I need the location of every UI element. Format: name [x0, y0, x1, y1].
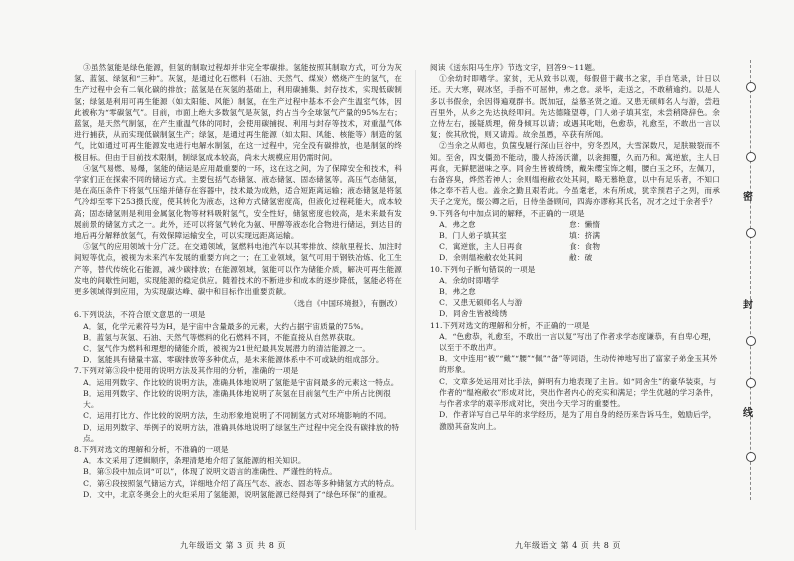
question-11-option-a: A．“色愈恭，礼愈至，不敢出一言以复”写出了作者求学态度谦恭，有自卑心理，以至于不敢出声。	[439, 331, 717, 353]
question-8-stem: 8.下列对选文的理解和分析，不准确的一项是	[74, 444, 229, 454]
reading-intro: 阅读《送东阳马生序》节选文字，回答9～11题。	[430, 63, 600, 72]
question-9-option-a	[430, 219, 720, 230]
option-gloss: 食：食物	[569, 242, 601, 252]
question-6-option-c: C．氢气作为燃料和理想的储能介质，被视为21世纪最具发展潜力的清洁能源之一。	[83, 344, 371, 354]
option-phrase: A．弗之怠	[439, 219, 476, 229]
question-9-option-c	[430, 241, 720, 252]
classical-paragraph-1: ①余幼时即嗜学。家贫，无从致书以观，每假借于藏书之家，手自笔录，计日以还。天大寒，砚冰坚，手指不可屈伸，弗之怠。录毕，走送之，不敢稍逾约。以是人多以书假余，余因得遍观群书。既加冠，益慕圣贤之道。又患无硕师名人与游，尝趋百里外，从乡之先达执经叩问。先达德隆望尊，门人弟子填其室，未尝稍降辞色。余立侍左右，援疑质理，俯身倾耳以请；或遇其叱咄，色愈恭，礼愈至，不敢出一言以复；俟其欣悦，则又请焉。故余虽愚，卒获有所闻。	[430, 74, 720, 140]
binding-hole	[746, 152, 756, 162]
question-7-option-b: B．运用列数字、作比较的说明方法，准确具体地说明了灰氢在目前氢气生产中所占比例很大。	[83, 388, 391, 410]
question-10-option-c: C．又患无硕师名人与游	[439, 298, 523, 308]
paragraph-4: ④氢气易燃、易爆，氢能的储运是应用最重要的一环，这在这之间，为了保障安全和技术，科学家们正在探索不同的储运方式。主要包括气态储氢、液态储氢、固态储氢等。高压气态储氢，是在高压条件下将氢气压缩并储存在容器中，技术最为成熟，适合短距离运输；液态储氢是将氢气冷却至零下253摄氏度，使其转化为液态，这种方式储氢密度高，但液化过程耗能大，成本较高；固态储氢则是利用金属氢化物等材料吸附氢气，安全性好，储氢密度也较高，是未来最有发展前景的储氢方式之一。此外，还可以将氢气转化为氨、甲醇等液态化合物进行储运，到达目的地后再分解释放氢气，有效保障运输安全，可以实现远距离运输。	[74, 163, 402, 241]
seal-label-mi: 密	[743, 192, 753, 203]
option-gloss: 敝：破	[569, 253, 593, 263]
question-8-option-c: C．第④段按照氢气储运方式，详细地介绍了高压气态、液态、固态等多种储氢方式的特点。	[83, 478, 399, 488]
question-7-option-d: D．运用列数字、举例子的说明方法，准确具体地说明了绿氢生产过程中完全没有碳排放的特点。	[83, 422, 400, 443]
option-phrase: B．门人弟子填其室	[439, 231, 507, 241]
question-8-option-a: A．本文采用了逻辑顺序，条理清楚地介绍了氢能源的相关知识。	[83, 456, 306, 466]
option-phrase: C．寓逆旅，主人日再食	[439, 242, 523, 252]
paragraph-5: ⑤氢气的应用领域十分广泛。在交通领域，氢燃料电池汽车以其零排放、续航里程长、加注时间短等优点，被视为未来汽车发展的重要方向之一；在工业领域，氢气可用于钢铁冶炼、化工生产等，替代传统化石能源，减少碳排放；在能源领域，氢能可以作为储能介质，解决可再生能源发电的间歇性问题，实现能源的稳定供应。随着技术的不断进步和成本的逐步降低，氢能必将在更多领域得到应用，为实现碳达峰、碳中和目标作出重要贡献。	[74, 242, 402, 297]
question-10-option-d: D．同舍生皆被绮绣	[439, 309, 508, 319]
question-6-option-b: B．蓝氢与灰氢、石油、天然气等燃料的化石燃料不同，不能直接从自然界获取。	[83, 332, 360, 342]
seal-line	[750, 60, 751, 500]
classical-paragraph-2: ②当余之从师也，负箧曳屣行深山巨谷中，穷冬烈风，大雪深数尺，足肤皲裂而不知。至舍，四支僵劲不能动，媵人持汤沃灌，以衾拥覆，久而乃和。寓逆旅，主人日再食，无鲜肥滋味之享。同舍生皆被绮绣，戴朱缨宝饰之帽，腰白玉之环，左佩刀，右备容臭，烨然若神人；余则缊袍敝衣处其间，略无慕艳意，以中有足乐者，不知口体之奉不若人也。盖余之勤且艰若此。今虽耄老，未有所成，犹幸预君子之列，而承天子之宠光，缀公卿之后，日侍坐备顾问，四海亦谬称其氏名，况才之过于余者乎？	[430, 141, 720, 207]
question-7-stem: 7.下列对第③段中使用的说明方法及其作用的分析，准确的一项是	[74, 366, 299, 376]
question-8-option-b: B．第⑤段中加点词“可以”，体现了说明文语言的准确性、严谨性的特点。	[83, 467, 337, 477]
binding-hole	[746, 82, 756, 92]
source-note: （选自《中国环境报》，有删改）	[289, 299, 402, 309]
question-11-option-b: B．文中连用“被”“戴”“腰”“佩”“备”等词语，生动传神地写出了富家子弟金玉其外的形象。	[439, 354, 718, 375]
question-10-option-b: B．弗之怠	[439, 287, 476, 297]
option-gloss: 怠：懒惰	[569, 219, 601, 229]
option-phrase: D．余则缊袍敝衣处其间	[439, 253, 523, 263]
seal-label-feng: 封	[743, 300, 753, 311]
question-7-option-a: A．运用列数字、作比较的说明方法，准确具体地说明了氢能是宇宙间最多的元素这一特点。	[83, 377, 399, 387]
question-10-stem: 10.下列句子断句错误的一项是	[430, 264, 536, 274]
question-6-option-a: A．氢，化学元素符号为H，是宇宙中含量最多的元素，大约占据宇宙质量的75%。	[83, 321, 369, 331]
page-3-footer: 九年级语文 第 3 页 共 8 页	[180, 541, 286, 550]
page-3-column	[74, 62, 402, 500]
question-7-option-c: C．运用打比方、作比较的说明方法，生动形象地说明了不同制氢方式对环境影响的不同。	[83, 411, 392, 421]
question-11-option-c: C．文章多处运用对比手法，鲜明有力地表现了主旨。如“同舍生”的豪华装束，与作者的“缊袍敝衣”形成对比，突出作者内心的充实和满足；学生优越的学习条件，与作者求学的艰辛形成对比，突出今天学习的重要性。	[439, 376, 719, 409]
paragraph-3: ③虽然氢能是绿色能源，但氢的制取过程却并非完全零碳排。氢能按照其制取方式，可分为灰氢、蓝氢、绿氢和“三种”。灰氢，是通过化石燃料（石油、天然气、煤炭）燃烧产生的氢气，在生产过程中会有二氧化碳的排放；蓝氢是在灰氢的基础上，利用碳捕集、封存技术，实现低碳制氢；绿氢是利用可再生能源（如太阳能、风能）制氢，在生产过程中基本不会产生温室气体，因此被称为“零碳氢气”。目前，市面上绝大多数氢气是灰氢，约占当今全球氢气产量的95%左右；蓝氢，是天然气制氢，在产生重温气体的同时，会使用碳捕捉、利用与封存等技术，对重温气体进行捕获，从而实现低碳制氢生产；绿氢，是通过再生能源（如太阳、风能、核能等）制造的氢气，比如通过可再生能源发电进行电解水制氢，在这一过程中，完全没有碳排放，也是制氢的终极目标。但由于目前技术限制，制绿氢成本较高，尚未大规模应用仍需时间。	[74, 63, 402, 162]
binding-hole	[746, 378, 756, 388]
binding-margin	[736, 60, 766, 500]
binding-hole	[746, 336, 756, 346]
question-6-option-d: D．氢能具有储量丰富、零碳排放等多种优点，是未来能源体系中不可或缺的组成部分。	[83, 355, 384, 365]
binding-hole	[746, 228, 756, 238]
question-10-option-a: A．余幼时即嗜学	[439, 275, 499, 285]
question-9-option-d	[430, 252, 720, 263]
question-11-option-d: D．作者详写自己早年的求学经历，是为了用自身的经历来告诉马生，勉励后学，激励其奋发向上。	[439, 410, 717, 431]
page-4-column	[430, 62, 720, 432]
option-gloss: 填：挤满	[569, 231, 601, 241]
question-9-option-b	[430, 230, 720, 241]
binding-hole	[746, 452, 756, 462]
page-4-footer: 九年级语文 第 4 页 共 8 页	[515, 541, 621, 550]
question-11-stem: 11.下列对选文的理解和分析，不正确的一项是	[430, 320, 590, 330]
question-8-option-d: D．文中，北京冬奥会上的火炬采用了氢能源，说明氢能源已经得到了“绿色环保”的重视。	[83, 489, 392, 499]
page-divider	[415, 70, 416, 530]
question-9-stem: 9.下列各句中加点词的解释，不正确的一项是	[430, 208, 585, 218]
question-6-stem: 6.下列说法，不符合原文意思的一项是	[74, 310, 206, 320]
seal-label-xian: 线	[743, 408, 753, 419]
